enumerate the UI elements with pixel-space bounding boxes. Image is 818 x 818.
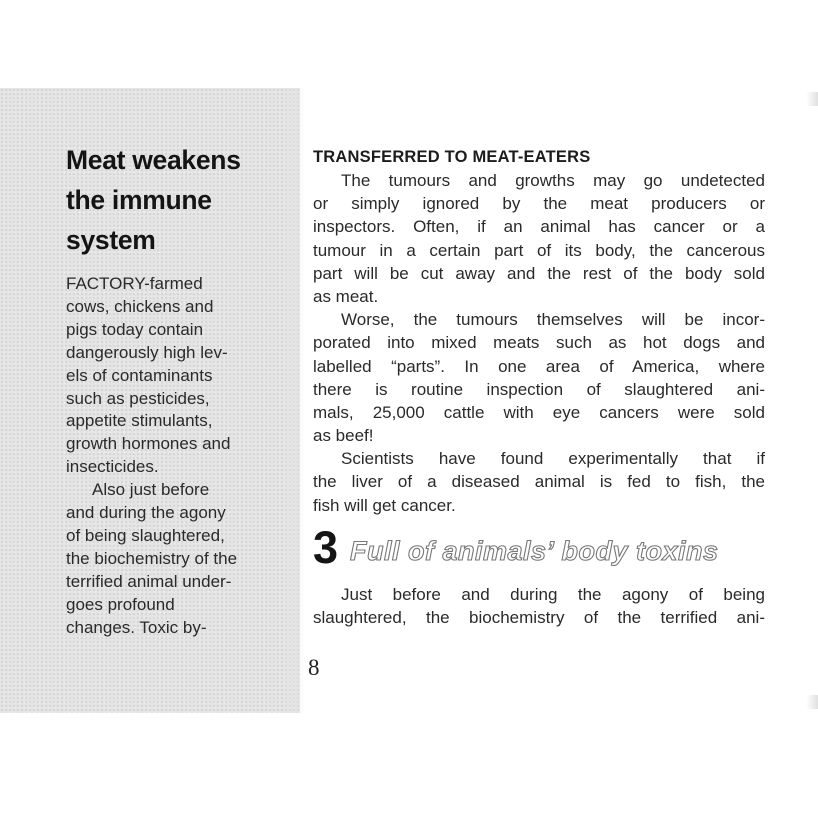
sidebar-line: of being slaughtered, <box>66 525 225 545</box>
sidebar-line: goes profound <box>66 594 175 614</box>
section-heading <box>313 520 719 576</box>
sidebar-title-line: the immune <box>66 185 212 215</box>
sidebar-line: pigs today contain <box>66 319 204 339</box>
paragraph-line: tumour in a certain part of its body, the cancerous <box>313 240 765 260</box>
paragraph-line: part will be cut away and the rest of the body sold <box>313 263 765 283</box>
section-title: Full of animals’ body toxins <box>350 536 719 566</box>
sidebar-title-line: system <box>66 225 156 255</box>
sidebar-line: growth hormones and <box>66 434 231 454</box>
sidebar-title-line: Meat weakens <box>66 145 241 175</box>
paragraph-line: the liver of a diseased animal is fed to fish, the <box>313 472 765 492</box>
paragraph-line: Worse, the tumours themselves will be incor- <box>341 310 765 330</box>
scan-edge-mark <box>806 92 818 106</box>
paragraph-line: or simply ignored by the meat producers or <box>313 194 765 214</box>
sidebar-line: the biochemistry of the <box>66 548 238 568</box>
paragraph-line: there is routine inspection of slaughtered ani- <box>313 379 765 399</box>
sidebar-body-text <box>66 273 292 640</box>
paragraph-line: labelled “parts”. In one area of America, where <box>313 356 765 376</box>
paragraph-line: as meat. <box>313 286 379 306</box>
paragraph-line: inspectors. Often, if an animal has cancer or a <box>313 217 765 237</box>
paragraph-line: The tumours and growths may go undetected <box>341 171 765 190</box>
sidebar-line: cows, chickens and <box>66 296 214 316</box>
main-column-text <box>313 169 765 517</box>
sidebar-line: terrified animal under- <box>66 571 232 591</box>
paragraph-line: Scientists have found experimentally that if <box>341 449 765 469</box>
sidebar-line: such as pesticides, <box>66 388 210 408</box>
paragraph-line: Just before and during the agony of being <box>341 585 765 604</box>
sidebar-line: Also just before <box>92 480 210 500</box>
sidebar-line: changes. Toxic by- <box>66 617 207 637</box>
page-number: 8 <box>308 655 320 680</box>
paragraph-line: mals, 25,000 cattle with eye cancers were sold <box>313 402 765 422</box>
paragraph-line: fish will get cancer. <box>313 495 456 515</box>
sidebar-line: FACTORY-farmed <box>66 274 203 293</box>
sidebar-line: els of contaminants <box>66 365 213 385</box>
paragraph-line: slaughtered, the biochemistry of the terrified ani- <box>313 608 765 628</box>
section-body-text <box>313 583 765 629</box>
sidebar-line: and during the agony <box>66 503 226 523</box>
paragraph-line: porated into mixed meats such as hot dogs and <box>313 333 765 353</box>
scan-edge-mark <box>806 695 818 709</box>
sidebar-line: insecticides. <box>66 457 159 477</box>
section-number: 3 <box>313 522 339 573</box>
sidebar-line: dangerously high lev- <box>66 342 228 362</box>
sidebar-title <box>66 140 291 260</box>
paragraph-line: as beef! <box>313 426 374 446</box>
section-subhead: TRANSFERRED TO MEAT-EATERS <box>313 148 591 166</box>
sidebar-line: appetite stimulants, <box>66 411 213 431</box>
